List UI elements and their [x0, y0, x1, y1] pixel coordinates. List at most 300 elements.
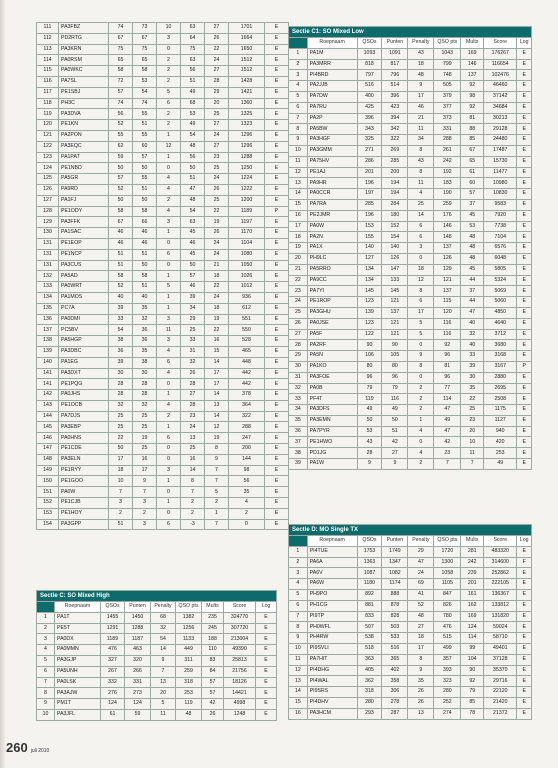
table-cell: 325: [357, 135, 382, 146]
table-cell: PA3DBC: [59, 346, 109, 357]
table-cell: 12: [408, 275, 434, 286]
table-row: [289, 167, 532, 178]
table-cell: 4: [157, 368, 181, 379]
table-row: [289, 361, 532, 372]
table-cell: E: [265, 249, 289, 260]
table-cell: E: [256, 645, 277, 656]
table-cell: PA6A: [307, 557, 357, 568]
table-cell: 53: [133, 76, 157, 87]
table-cell: E: [517, 643, 532, 654]
table-cell: PA7DJS: [59, 411, 109, 422]
table-cell: 0: [157, 444, 181, 455]
table-cell: 40: [109, 292, 133, 303]
table-row: [289, 135, 532, 146]
table-cell: PE1RYY: [59, 465, 109, 476]
table-cell: 25: [205, 163, 229, 174]
table-cell: 85: [461, 135, 484, 146]
table-cell: 116: [434, 329, 461, 340]
table-cell: 22: [109, 433, 133, 444]
table-cell: PA0W: [59, 487, 109, 498]
table-cell: 115: [37, 66, 59, 77]
table-cell: 149: [37, 465, 59, 476]
table-row: [37, 260, 289, 271]
table-cell: 940: [484, 426, 517, 437]
table-cell: 28: [109, 379, 133, 390]
table-cell: P: [517, 361, 532, 372]
table-cell: 16: [181, 454, 205, 465]
page-number: 260: [6, 740, 28, 755]
table-cell: 73: [133, 23, 157, 34]
table-cell: 146: [434, 221, 461, 232]
table-cell: 1: [157, 130, 181, 141]
table-cell: PA5BW: [307, 124, 357, 135]
column-header: Log: [517, 38, 532, 49]
table-cell: 1189: [101, 634, 125, 645]
table-cell: 826: [434, 600, 461, 611]
table-cell: 24: [205, 174, 229, 185]
table-cell: 4: [157, 346, 181, 357]
table-cell: 18: [109, 465, 133, 476]
table-cell: 38: [289, 448, 308, 459]
table-cell: 49: [181, 120, 205, 131]
table-cell: 324770: [224, 612, 256, 623]
table-cell: 38: [109, 336, 133, 347]
table-cell: 1749: [382, 546, 408, 557]
table-row: [289, 405, 532, 416]
table-cell: 47: [434, 405, 461, 416]
table-row: [289, 113, 532, 124]
table-cell: PA7RU: [307, 102, 357, 113]
table-cell: 45: [181, 249, 205, 260]
table-cell: 92: [461, 676, 484, 687]
table-cell: 17: [408, 643, 434, 654]
table-cell: 50: [109, 195, 133, 206]
table-cell: 6: [289, 102, 308, 113]
table-cell: 1: [289, 48, 308, 59]
table-row: [289, 589, 532, 600]
table-cell: 43: [357, 437, 382, 448]
table-cell: 17: [109, 454, 133, 465]
table-cell: 320: [125, 655, 151, 666]
table-cell: 357: [434, 654, 461, 665]
table-cell: 818: [357, 59, 382, 70]
table-cell: 7: [461, 459, 484, 470]
table-cell: 68: [151, 612, 176, 623]
table-cell: 9: [408, 665, 434, 676]
table-cell: 533: [382, 633, 408, 644]
table-cell: 0: [157, 487, 181, 498]
table-cell: 32: [109, 400, 133, 411]
section-d-table: [288, 524, 532, 720]
table-cell: 183: [434, 178, 461, 189]
table-row: [37, 390, 289, 401]
table-cell: 18: [408, 264, 434, 275]
table-cell: 120: [434, 307, 461, 318]
table-cell: 4: [289, 81, 308, 92]
table-cell: 51: [109, 519, 133, 530]
table-cell: 1093: [357, 48, 382, 59]
table-cell: 1197: [229, 217, 265, 228]
table-cell: PE1NBD: [59, 163, 109, 174]
table-cell: PE1AJ: [307, 167, 357, 178]
table-row: [37, 357, 289, 368]
table-cell: 1080: [229, 249, 265, 260]
table-row: [37, 677, 277, 688]
table-row: [37, 454, 289, 465]
table-cell: 17: [205, 368, 229, 379]
table-cell: 378: [229, 390, 265, 401]
table-cell: 276: [101, 688, 125, 699]
table-cell: PA7YI: [307, 286, 357, 297]
table-cell: 342: [382, 124, 408, 135]
table-cell: 48: [181, 195, 205, 206]
table-cell: 33: [181, 336, 205, 347]
table-cell: 4: [157, 400, 181, 411]
table-cell: 27: [408, 622, 434, 633]
table-cell: PA9CC: [307, 275, 357, 286]
table-cell: 139: [37, 346, 59, 357]
table-cell: 21: [205, 260, 229, 271]
table-cell: E: [256, 634, 277, 645]
table-cell: 48: [181, 141, 205, 152]
table-cell: 122: [357, 329, 382, 340]
table-cell: PA75HV: [307, 156, 357, 167]
table-cell: 11: [289, 654, 308, 665]
column-header: Penalty: [408, 38, 434, 49]
table-cell: 332: [101, 677, 125, 688]
table-cell: 64: [181, 33, 205, 44]
table-cell: 59024: [484, 622, 517, 633]
table-cell: 20: [461, 426, 484, 437]
table-cell: PA3EBP: [59, 422, 109, 433]
table-cell: 55: [133, 109, 157, 120]
table-row: [289, 318, 532, 329]
table-cell: E: [517, 135, 532, 146]
column-header: Penalty: [151, 602, 176, 613]
table-cell: 23: [205, 152, 229, 163]
table-cell: 3: [289, 70, 308, 81]
table-cell: 169: [461, 48, 484, 59]
table-cell: E: [517, 708, 532, 719]
table-cell: -3: [181, 519, 205, 530]
table-cell: 51: [181, 174, 205, 185]
table-cell: 499: [434, 643, 461, 654]
table-cell: 32: [133, 400, 157, 411]
table-cell: E: [265, 390, 289, 401]
table-cell: 60: [133, 141, 157, 152]
table-cell: 365: [382, 654, 408, 665]
table-cell: 503: [382, 622, 408, 633]
table-cell: 17: [205, 379, 229, 390]
table-cell: E: [265, 228, 289, 239]
table-cell: 1224: [229, 174, 265, 185]
table-cell: 63: [181, 55, 205, 66]
table-cell: 22: [205, 44, 229, 55]
table-cell: 48: [461, 253, 484, 264]
table-cell: 1428: [229, 76, 265, 87]
table-cell: 197: [357, 189, 382, 200]
table-cell: E: [517, 221, 532, 232]
table-cell: 29: [408, 546, 434, 557]
table-row: [37, 238, 289, 249]
table-cell: E: [517, 600, 532, 611]
table-cell: E: [517, 351, 532, 362]
table-cell: E: [517, 340, 532, 351]
table-cell: 5: [408, 318, 434, 329]
table-cell: 402: [382, 665, 408, 676]
table-cell: 364: [229, 400, 265, 411]
table-cell: 35370: [484, 665, 517, 676]
column-header: Log: [256, 602, 277, 613]
table-cell: PA1KO: [307, 361, 357, 372]
table-cell: 213004: [224, 634, 256, 645]
table-cell: 442: [229, 379, 265, 390]
table-cell: 55: [109, 130, 133, 141]
table-cell: 878: [382, 600, 408, 611]
table-cell: PA0HNS: [59, 433, 109, 444]
table-cell: 1363: [357, 557, 382, 568]
table-row: [289, 253, 532, 264]
table-cell: PA1W: [307, 459, 357, 470]
table-cell: 8: [37, 688, 55, 699]
table-cell: 190: [434, 189, 461, 200]
table-row: [37, 141, 289, 152]
table-cell: 126: [37, 184, 59, 195]
table-cell: 88: [461, 124, 484, 135]
section-c-title: Sectie C: SO Mixed High: [37, 591, 277, 602]
table-cell: 514: [382, 81, 408, 92]
table-cell: 6: [157, 98, 181, 109]
table-cell: 1450: [125, 612, 151, 623]
table-cell: 10: [289, 643, 308, 654]
table-cell: PE1EOP: [59, 238, 109, 249]
table-cell: 18: [408, 59, 434, 70]
table-cell: 28: [205, 76, 229, 87]
table-cell: 1512: [229, 66, 265, 77]
table-cell: 4: [408, 448, 434, 459]
table-cell: 10980: [484, 178, 517, 189]
table-cell: 85: [461, 697, 484, 708]
table-cell: 123: [357, 297, 382, 308]
table-cell: 528: [229, 336, 265, 347]
table-cell: 24480: [484, 135, 517, 146]
table-cell: 2: [408, 405, 434, 416]
table-cell: 40: [461, 318, 484, 329]
section-c-table: [36, 590, 277, 721]
table-cell: 32: [151, 623, 176, 634]
table-cell: 2: [157, 55, 181, 66]
table-cell: E: [265, 465, 289, 476]
table-cell: 4: [229, 498, 265, 509]
table-cell: E: [265, 325, 289, 336]
table-cell: 22120: [484, 687, 517, 698]
table-cell: PA3ELN: [59, 454, 109, 465]
table-cell: 37: [289, 437, 308, 448]
table-row: [289, 351, 532, 362]
table-cell: 26: [202, 709, 224, 720]
table-cell: 327: [101, 655, 125, 666]
table-cell: 137: [382, 307, 408, 318]
table-cell: 20: [205, 98, 229, 109]
table-row: [37, 292, 289, 303]
table-row: [37, 634, 277, 645]
table-cell: 7: [205, 476, 229, 487]
table-cell: 144: [229, 454, 265, 465]
table-cell: PA5UNH: [55, 666, 101, 677]
table-cell: 10: [461, 437, 484, 448]
table-cell: 154: [37, 519, 59, 530]
table-cell: 131820: [484, 611, 517, 622]
table-row: [289, 665, 532, 676]
table-cell: 11: [289, 156, 308, 167]
table-cell: 1127: [484, 415, 517, 426]
table-cell: 54: [181, 206, 205, 217]
table-cell: 26: [205, 184, 229, 195]
table-cell: 936: [229, 292, 265, 303]
table-cell: PE1NCP: [59, 249, 109, 260]
table-cell: E: [517, 48, 532, 59]
table-cell: 1: [157, 152, 181, 163]
table-cell: 3712: [484, 329, 517, 340]
column-header: Punten: [382, 38, 408, 49]
table-row: [289, 243, 532, 254]
table-cell: 35: [133, 346, 157, 357]
table-cell: 65: [133, 55, 157, 66]
table-row: [37, 174, 289, 185]
table-cell: 796: [382, 70, 408, 81]
table-cell: 6: [157, 433, 181, 444]
table-cell: 13: [181, 433, 205, 444]
table-cell: 1200: [229, 195, 265, 206]
table-cell: 3: [289, 568, 308, 579]
table-cell: 51: [109, 249, 133, 260]
table-row: [289, 264, 532, 275]
table-cell: 3: [109, 498, 133, 509]
table-cell: 98: [229, 465, 265, 476]
table-cell: P: [265, 206, 289, 217]
table-row: [37, 346, 289, 357]
table-cell: E: [517, 579, 532, 590]
table-cell: PA7DW: [307, 91, 357, 102]
table-cell: 33: [109, 314, 133, 325]
table-cell: 14: [205, 390, 229, 401]
table-cell: 17487: [484, 145, 517, 156]
table-cell: 29128: [484, 124, 517, 135]
table-cell: 18126: [224, 677, 256, 688]
table-cell: 1058: [434, 568, 461, 579]
table-row: [289, 81, 532, 92]
column-header: Punten: [382, 536, 408, 547]
table-cell: 266: [125, 666, 151, 677]
table-cell: 1650: [229, 44, 265, 55]
column-header: Score: [484, 536, 517, 547]
table-cell: 26: [205, 33, 229, 44]
table-cell: 30: [133, 368, 157, 379]
table-cell: 22: [205, 206, 229, 217]
table-cell: 1: [157, 498, 181, 509]
table-cell: PA0DMI: [59, 314, 109, 325]
table-cell: 58: [109, 271, 133, 282]
table-row: [37, 314, 289, 325]
table-cell: E: [517, 70, 532, 81]
table-row: [37, 109, 289, 120]
table-cell: PD1JG: [307, 448, 357, 459]
table-cell: 72: [109, 76, 133, 87]
table-cell: 17: [408, 91, 434, 102]
table-cell: 1701: [229, 23, 265, 34]
table-cell: 36: [133, 336, 157, 347]
table-cell: PA7SL: [59, 76, 109, 87]
table-cell: 123: [357, 318, 382, 329]
table-cell: 43: [408, 156, 434, 167]
results-table-continued: [36, 22, 289, 530]
table-row: [289, 340, 532, 351]
table-cell: 12: [157, 141, 181, 152]
table-cell: 96: [382, 372, 408, 383]
table-cell: PH3C: [59, 98, 109, 109]
table-cell: 259: [434, 199, 461, 210]
table-cell: PD2RTG: [59, 33, 109, 44]
table-row: [289, 437, 532, 448]
table-cell: 2: [205, 498, 229, 509]
column-header: QSOs: [357, 38, 382, 49]
table-cell: E: [265, 519, 289, 530]
table-cell: 16: [289, 708, 308, 719]
table-cell: E: [265, 357, 289, 368]
table-cell: 1288: [229, 152, 265, 163]
table-row: [289, 59, 532, 70]
table-cell: 79: [382, 383, 408, 394]
table-cell: 6: [408, 221, 434, 232]
table-cell: 1753: [357, 546, 382, 557]
table-cell: PA2PON: [59, 130, 109, 141]
table-cell: 2: [133, 508, 157, 519]
table-cell: E: [265, 303, 289, 314]
table-cell: 61: [101, 709, 125, 720]
table-cell: 8: [408, 654, 434, 665]
table-cell: E: [517, 448, 532, 459]
table-cell: E: [517, 372, 532, 383]
table-cell: 135: [37, 303, 59, 314]
table-cell: 52: [109, 120, 133, 131]
table-cell: E: [265, 444, 289, 455]
table-cell: 0: [157, 260, 181, 271]
table-cell: 66: [133, 217, 157, 228]
table-cell: 116: [434, 318, 461, 329]
table-cell: PA0CCR: [307, 189, 357, 200]
table-cell: PE1OCB: [59, 400, 109, 411]
table-cell: 516: [382, 643, 408, 654]
table-cell: 235: [202, 612, 224, 623]
table-cell: 137: [434, 243, 461, 254]
table-cell: 4998: [224, 699, 256, 710]
table-cell: 137: [37, 325, 59, 336]
table-cell: 5: [37, 655, 55, 666]
table-cell: PA7PYR: [307, 426, 357, 437]
table-cell: 201: [357, 167, 382, 178]
table-cell: E: [517, 437, 532, 448]
table-cell: 8: [205, 444, 229, 455]
table-cell: 1347: [382, 557, 408, 568]
table-cell: 465: [229, 346, 265, 357]
table-cell: 147: [382, 264, 408, 275]
table-cell: 116: [37, 76, 59, 87]
table-cell: E: [265, 346, 289, 357]
table-cell: 192: [434, 167, 461, 178]
table-cell: PA1FJ: [59, 195, 109, 206]
table-cell: 26: [408, 687, 434, 698]
table-cell: 29716: [484, 676, 517, 687]
